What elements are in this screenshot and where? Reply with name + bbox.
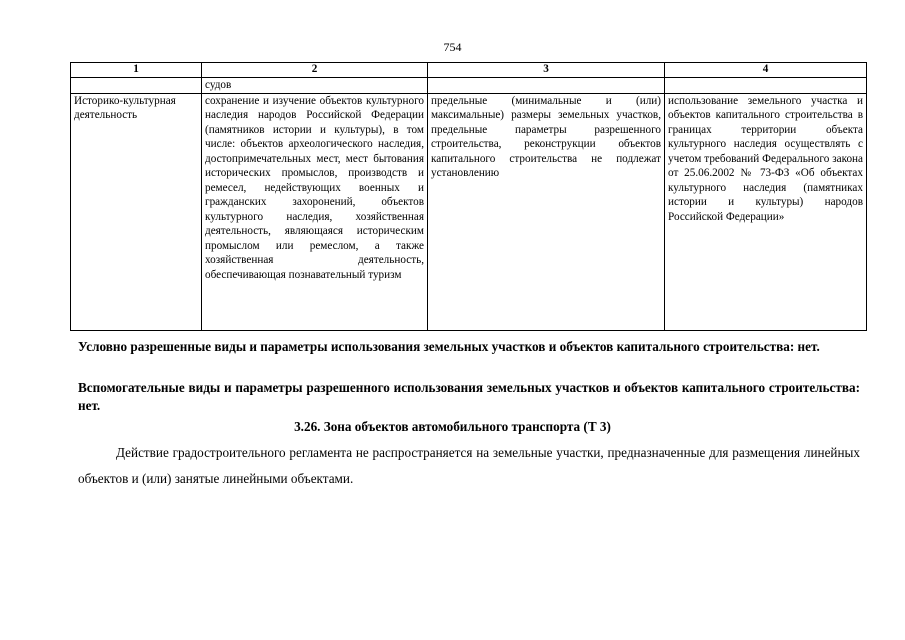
table-cell: судов xyxy=(202,78,428,94)
restrictions-cell: использование земельного участка и объектов капитального строительства в границах территории объекта культурного наследия осуществлять с учетом требований Федерального закона от 25.06.2002 № 73-ФЗ «Об объектах культурного наследия (памятниках истории и культуры) народов Российской Федерации» xyxy=(665,93,867,330)
body-paragraph: Действие градостроительного регламента не распространяется на земельные участки, предназначенные для размещения линейных объектов и (или) занятые линейными объектами. xyxy=(78,445,860,486)
conditional-uses-paragraph: Условно разрешенные виды и параметры использования земельных участков и объектов капитального строительства: нет. xyxy=(78,339,820,354)
zone-heading: 3.26. Зона объектов автомобильного транспорта (Т 3) xyxy=(294,419,611,434)
column-header-2: 2 xyxy=(202,63,428,78)
activity-type-cell: Историко-культурная деятельность xyxy=(71,93,202,330)
table-cell xyxy=(428,78,665,94)
activity-description-cell: сохранение и изучение объектов культурного наследия народов Российской Федерации (памятников истории и культуры), в том числе: объектов археологического наследия, достопримечательных мест, мест бытования исторических промыслов, производств и ремесел, недействующих военных и гражданских захоронений, объектов культурного наследия, хозяйственная деятельность, являющаяся историческим промыслом или ремеслом, а также хозяйственная деятельность, обеспечивающая познавательный туризм xyxy=(202,93,428,330)
table-row xyxy=(71,93,867,330)
column-header-4: 4 xyxy=(665,63,867,78)
column-header-3: 3 xyxy=(428,63,665,78)
table-cell xyxy=(71,78,202,94)
table-cell xyxy=(665,78,867,94)
parameters-cell: предельные (минимальные и (или) максимальные) размеры земельных участков, предельные параметры разрешенного строительства, реконструкции объектов капитального строительства не подлежат установлению xyxy=(428,93,665,330)
regulation-table xyxy=(70,62,867,331)
page-number: 754 xyxy=(443,40,462,54)
auxiliary-uses-paragraph: Вспомогательные виды и параметры разрешенного использования земельных участков и объектов капитального строительства: нет. xyxy=(78,380,860,413)
table-continuation-row xyxy=(71,78,867,94)
column-header-1: 1 xyxy=(71,63,202,78)
table-header-row xyxy=(71,63,867,78)
